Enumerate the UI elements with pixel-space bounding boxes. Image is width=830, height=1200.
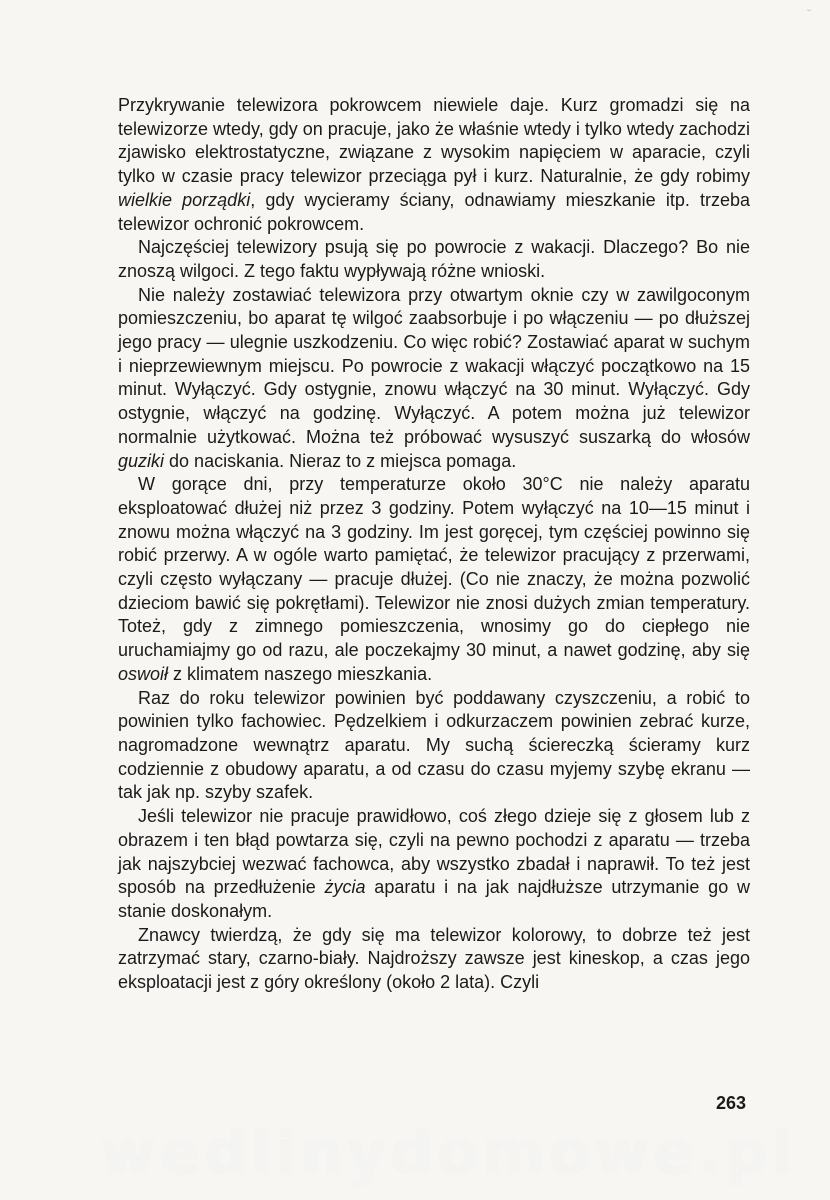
paragraph — [118, 236, 750, 283]
page-number: 263 — [716, 1093, 747, 1113]
paragraph — [118, 473, 750, 686]
italic-phrase: oswoił — [118, 663, 169, 684]
watermark-text: wedlinydomowe.pl — [100, 1118, 797, 1188]
text-run: Raz do roku telewizor powinien być poddawany czyszczeniu, a robić to powinien tylko fachowiec. Pędzelkiem i odkurzaczem powinien zebrać kurze, nagromadzone wewnątrz aparatu. My suchą ściereczką ścieramy kurz codziennie z obudowy aparatu, a od czasu do czasu myjemy szybę ekranu — tak jak np. szyby szafek. — [118, 687, 750, 803]
text-run: Przykrywanie telewizora pokrowcem niewiele daje. Kurz gromadzi się na telewizorze wtedy, gdy on pracuje, jako że właśnie wtedy i tylko wtedy zachodzi zjawisko elektrostatyczne, związane z wysokim napięciem w aparacie, czyli tylko w czasie pracy telewizor przeciąga pył i kurz. Naturalnie, że gdy robimy — [118, 95, 750, 187]
text-run: Najczęściej telewizory psują się po powrocie z wakacji. Dlaczego? Bo nie znoszą wilgoci. Z tego faktu wypływają różne wnioski. — [118, 237, 750, 281]
corner-tick-icon: ˘ — [806, 8, 812, 22]
italic-phrase: wielkie porządki — [118, 189, 251, 210]
paragraph — [118, 284, 750, 474]
paragraph — [118, 94, 750, 236]
text-run: do naciskania. Nieraz to z miejsca pomaga. — [164, 450, 517, 471]
text-run: Jeśli telewizor nie pracuje prawidłowo, coś złego dzieje się z głosem lub z obrazem i ten błąd powtarza się, czyli na pewno pochodzi z aparatu — trzeba jak najszybciej wezwać fachowca, aby wszystko zbadał i naprawił. To też jest sposób na przedłużenie — [118, 806, 750, 898]
italic-phrase: guziki — [118, 450, 165, 471]
body-text — [118, 94, 750, 995]
text-run: , gdy wycieramy ściany, odnawiamy mieszkanie itp. trzeba telewizor ochronić pokrowcem. — [118, 189, 751, 234]
text-run: Znawcy twierdzą, że gdy się ma telewizor kolorowy, to dobrze też jest zatrzymać stary, czarno-biały. Najdroższy zawsze jest kineskop, a czas jego eksploatacji jest z góry określony (około 2 lata). Czyli — [118, 924, 750, 993]
paragraph — [118, 924, 750, 995]
text-run: W gorące dni, przy temperaturze około 30°C nie należy aparatu eksploatować dłużej niż przez 3 godziny. Potem wyłączyć na 10—15 minut i znowu można włączyć na 3 godziny. Im jest goręcej, tym częściej powinno się robić przerwy. A w ogóle warto pamiętać, że telewizor pracujący z przerwami, czyli często wyłączany — pracuje dłużej. (Co nie znaczy, że można pozwolić dzieciom bawić się pokrętłami). Telewizor nie znosi dużych zmian temperatury. Toteż, gdy z zimnego pomieszczenia, wnosimy go do ciepłego nie uruchamiajmy go od razu, ale poczekajmy 30 minut, a nawet godzinę, aby się — [118, 474, 750, 661]
text-run: Nie należy zostawiać telewizora przy otwartym oknie czy w zawilgoconym pomieszczeniu, bo aparat tę wilgoć zaabsorbuje i po włączeniu — po dłuższej jego pracy — ulegnie uszkodzeniu. Co więc robić? Zostawiać aparat w suchym i nieprzewiewnym miejscu. Po powrocie z wakacji włączyć początkowo na 15 minut. Wyłączyć. Gdy ostygnie, znowu włączyć na 30 minut. Wyłączyć. Gdy ostygnie, włączyć na godzinę. Wyłączyć. A potem można już telewizor normalnie użytkować. Można też próbować wysuszyć suszarką do włosów — [118, 284, 750, 447]
paragraph — [118, 805, 750, 924]
text-run: aparatu i na jak najdłuższe utrzymanie go w stanie doskonałym. — [118, 877, 750, 921]
italic-phrase: życia — [324, 877, 366, 898]
text-run: z klimatem naszego mieszkania. — [168, 663, 433, 684]
paragraph — [118, 687, 750, 806]
